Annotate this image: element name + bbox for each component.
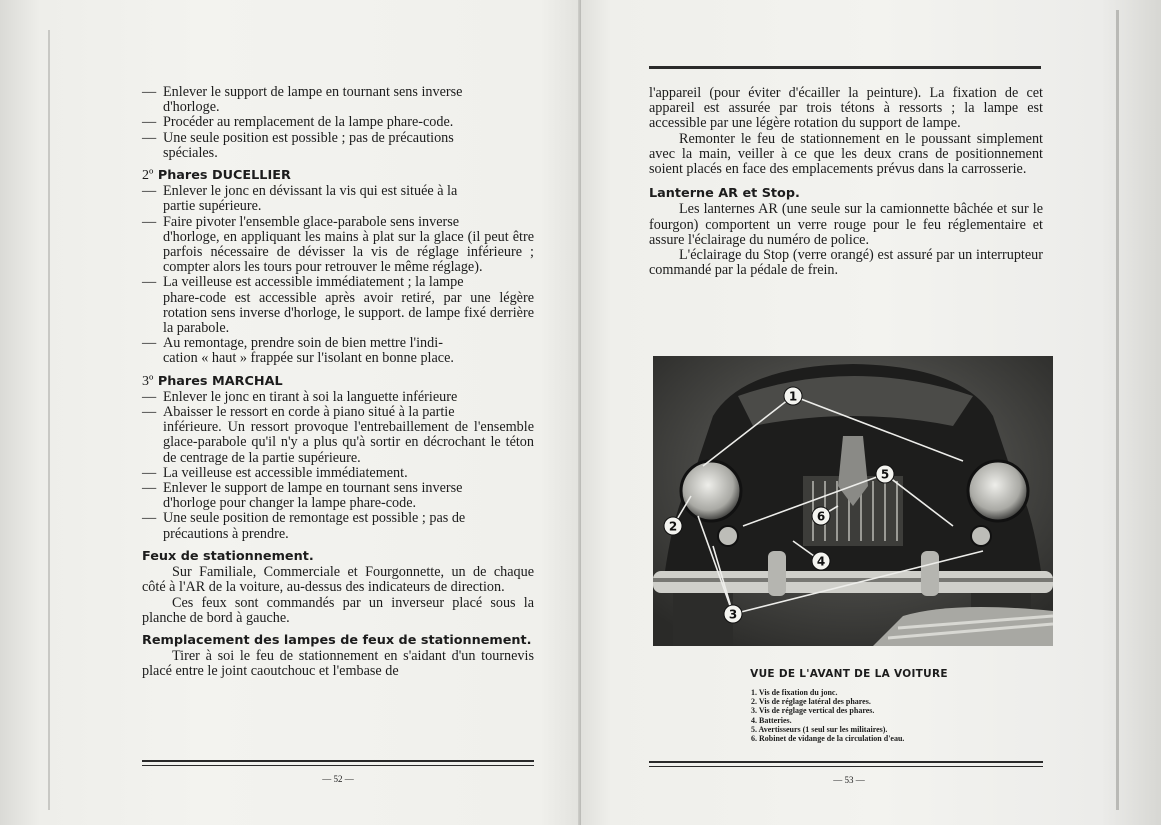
- left-page: [0, 0, 580, 825]
- list-item: — Enlever le support de lampe en tournant sens inverse: [142, 481, 534, 496]
- list-item-continuation: d'horloge.: [163, 99, 220, 116]
- list-item-continuation: précautions à prendre.: [163, 525, 289, 542]
- footer-rule: [649, 761, 1043, 763]
- car-front-photo: [653, 356, 1053, 646]
- list-item-continuation: inférieure. Un ressort provoque l'entrebaillement de l'ensemble glace-parabole qu'il n'y a plus qu'à sortir en décrochant le téton de centrage de la partie supérieure.: [163, 419, 534, 466]
- list-item: — Procéder au remplacement de la lampe phare-code.: [142, 115, 534, 130]
- label-3: 3: [728, 607, 738, 622]
- section-title: Phares DUCELLIER: [157, 168, 291, 184]
- heading-feux-stationnement: Feux de stationnement.: [142, 548, 314, 564]
- right-text-column: [649, 86, 1043, 278]
- section-heading-ducellier: [142, 168, 534, 183]
- footer-rule: [142, 760, 534, 762]
- list-item: — Enlever le support de lampe en tournant sens inverse: [142, 85, 534, 100]
- list-item-continuation: spéciales.: [163, 144, 218, 161]
- list-item-continuation: d'horloge, en appliquant les mains à plat sur la glace (il peut être parfois nécessaire de dévisser la vis de réglage inférieure ; compter alors les tours pour retrouver le même réglage).: [163, 228, 534, 276]
- section-title: Phares MARCHAL: [157, 373, 283, 389]
- list-item: — Enlever le jonc en dévissant la vis qui est située à la: [142, 184, 534, 199]
- heading-remplacement-lampes: Remplacement des lampes de feux de stationnement.: [142, 632, 532, 648]
- legend-item: 1. Vis de fixation du jonc.: [751, 688, 838, 697]
- footer-rule-thin: [649, 766, 1043, 767]
- label-2: 2: [668, 519, 678, 534]
- label-4: 4: [816, 554, 826, 569]
- page-edge-shadow: [1116, 10, 1119, 810]
- figure-caption: VUE DE L'AVANT DE LA VOITURE: [750, 668, 948, 680]
- legend-item: 4. Batteries.: [751, 715, 792, 725]
- right-page: [581, 0, 1161, 825]
- page-number: — 52 —: [322, 774, 354, 784]
- paragraph: Sur Familiale, Commerciale et Fourgonnette, un de chaque côté à l'AR de la voiture, au-dessus des indicateurs de direction.: [142, 564, 534, 596]
- paragraph: L'éclairage du Stop (verre orangé) est assuré par un interrupteur commandé par la pédale de frein.: [649, 247, 1043, 279]
- page-number: — 53 —: [833, 775, 865, 785]
- list-item-continuation: cation « haut » frappée sur l'isolant en bonne place.: [163, 350, 454, 367]
- list-item: — Une seule position est possible ; pas de précautions: [142, 131, 534, 146]
- list-item: — Abaisser le ressort en corde à piano situé à la partie: [142, 405, 534, 420]
- list-item-continuation: phare-code est accessible après avoir retiré, par une légère rotation sens inverse d'horloge, le support. de lampe fixé derrière la parabole.: [163, 289, 534, 337]
- figure-legend: [751, 688, 1031, 743]
- section-number: 3º: [142, 373, 154, 389]
- header-rule: [649, 66, 1041, 69]
- section-number: 2º: [142, 168, 154, 184]
- paragraph: Tirer à soi le feu de stationnement en s'aidant d'un tournevis placé entre le joint caoutchouc et l'embase de: [142, 648, 534, 680]
- list-item: — La veilleuse est accessible immédiatement.: [142, 466, 534, 481]
- paragraph: Ces feux sont commandés par un inverseur placé sous la planche de bord à gauche.: [142, 594, 534, 626]
- legend-item: 2. Vis de réglage latéral des phares.: [751, 697, 871, 707]
- paragraph: Les lanternes AR (une seule sur la camionnette bâchée et sur le fourgon) comportent un verre rouge pour le feu réglementaire et assure l'éclairage du numéro de police.: [649, 201, 1043, 248]
- legend-item: 5. Avertisseurs (1 seul sur les militaires).: [751, 724, 888, 734]
- label-1: 1: [788, 389, 798, 404]
- legend-item: 3. Vis de réglage vertical des phares.: [751, 706, 875, 716]
- legend-item: 6. Robinet de vidange de la circulation d'eau.: [751, 734, 905, 744]
- heading-lanterne-stop: Lanterne AR et Stop.: [649, 186, 800, 202]
- left-text-column: [142, 85, 534, 680]
- paragraph: l'appareil (pour éviter d'écailler la peinture). La fixation de cet appareil est assurée par trois tétons à ressorts ; la lampe est accessible par une légère rotation du support de lampe.: [649, 85, 1043, 132]
- list-item-continuation: partie supérieure.: [163, 198, 262, 215]
- list-item: — Faire pivoter l'ensemble glace-parabole sens inverse: [142, 215, 534, 230]
- list-item: — Au remontage, prendre soin de bien mettre l'indi-: [142, 336, 534, 351]
- list-item-continuation: d'horloge pour changer la lampe phare-code.: [163, 495, 417, 512]
- page-edge-shadow: [48, 30, 50, 810]
- list-item: — Enlever le jonc en tirant à soi la languette inférieure: [142, 390, 534, 405]
- footer-rule-thin: [142, 765, 534, 766]
- label-6: 6: [816, 509, 826, 524]
- list-item: — La veilleuse est accessible immédiatement ; la lampe: [142, 275, 534, 290]
- section-heading-marchal: [142, 374, 534, 389]
- car-front-illustration: [653, 356, 1053, 646]
- label-5: 5: [880, 467, 890, 482]
- list-item: — Une seule position de remontage est possible ; pas de: [142, 511, 534, 526]
- paragraph: Remonter le feu de stationnement en le poussant simplement avec la main, veiller à ce que les deux crans de positionnement soient placés en face des emplacements prévus dans la carrosserie.: [649, 130, 1043, 178]
